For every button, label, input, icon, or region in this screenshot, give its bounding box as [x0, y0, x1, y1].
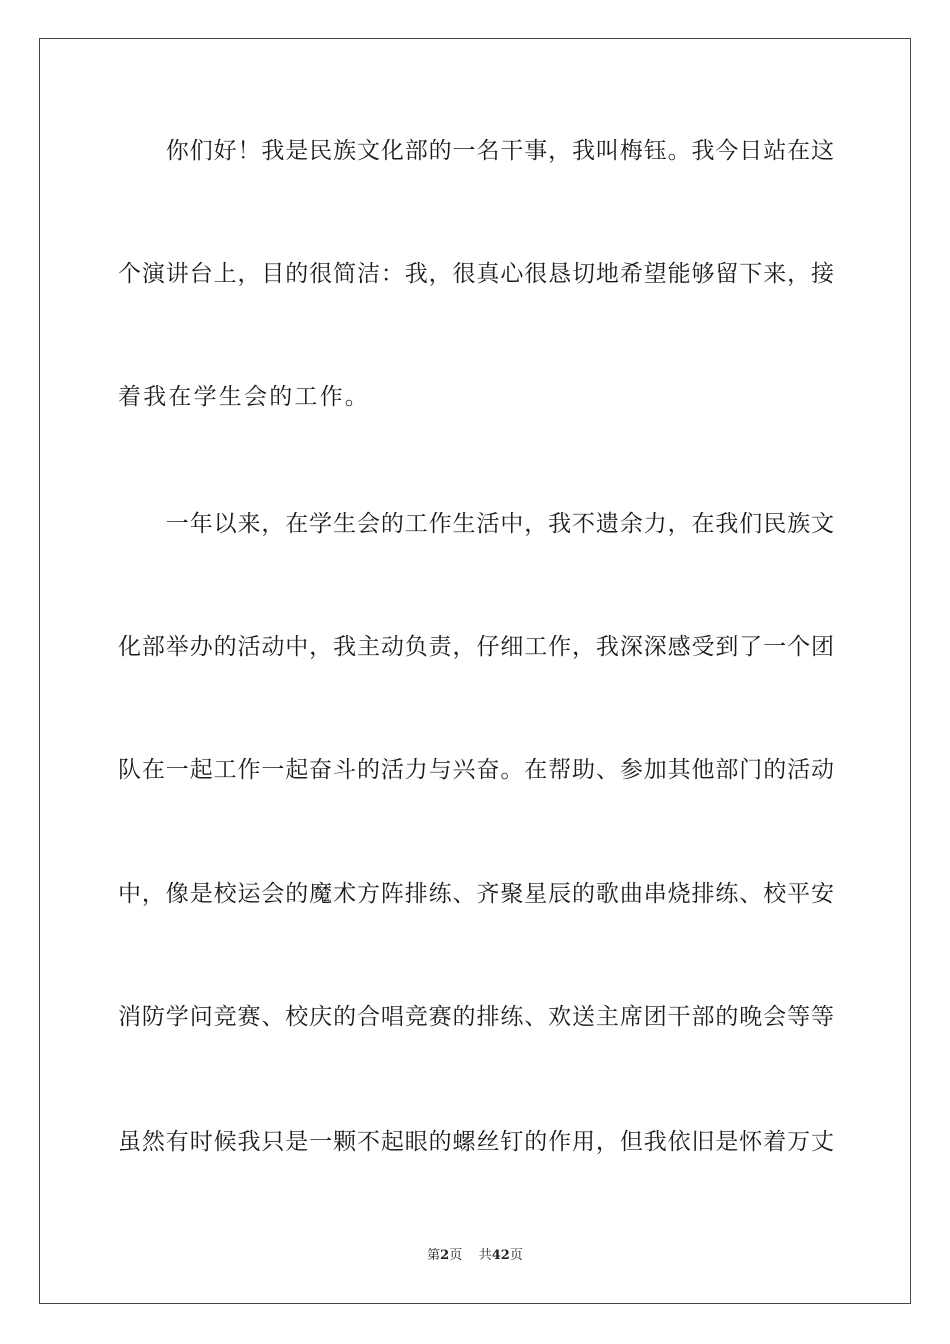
paragraph-2-line-2: 化部举办的活动中，我主动负责，仔细工作，我深深感受到了一个团	[118, 634, 834, 660]
total-suffix: 页	[509, 1248, 523, 1263]
paragraph-2-line-5: 消防学问竞赛、校庆的合唱竞赛的排练、欢送主席团干部的晚会等等	[118, 1004, 834, 1030]
page-footer	[0, 1248, 950, 1264]
page-number: 2	[440, 1248, 450, 1263]
page-suffix: 页	[449, 1248, 463, 1263]
paragraph-2-line-1: 一年以来，在学生会的工作生活中，我不遗余力，在我们民族文	[118, 511, 834, 537]
total-pages: 42	[491, 1248, 510, 1263]
paragraph-2-line-6: 虽然有时候我只是一颗不起眼的螺丝钉的作用，但我依旧是怀着万丈	[118, 1129, 834, 1155]
paragraph-1-line-2: 个演讲台上，目的很简洁：我，很真心很恳切地希望能够留下来，接	[118, 261, 834, 287]
paragraph-1-line-1: 你们好！我是民族文化部的一名干事，我叫梅钰。我今日站在这	[118, 138, 834, 164]
page-border	[39, 38, 911, 1304]
paragraph-2-line-3: 队在一起工作一起奋斗的活力与兴奋。在帮助、参加其他部门的活动	[118, 757, 834, 783]
paragraph-2-line-4: 中，像是校运会的魔术方阵排练、齐聚星辰的歌曲串烧排练、校平安	[118, 881, 834, 907]
paragraph-1-line-3: 着我在学生会的工作。	[118, 384, 370, 410]
page-prefix: 第	[427, 1248, 441, 1263]
total-prefix: 共	[478, 1248, 492, 1263]
